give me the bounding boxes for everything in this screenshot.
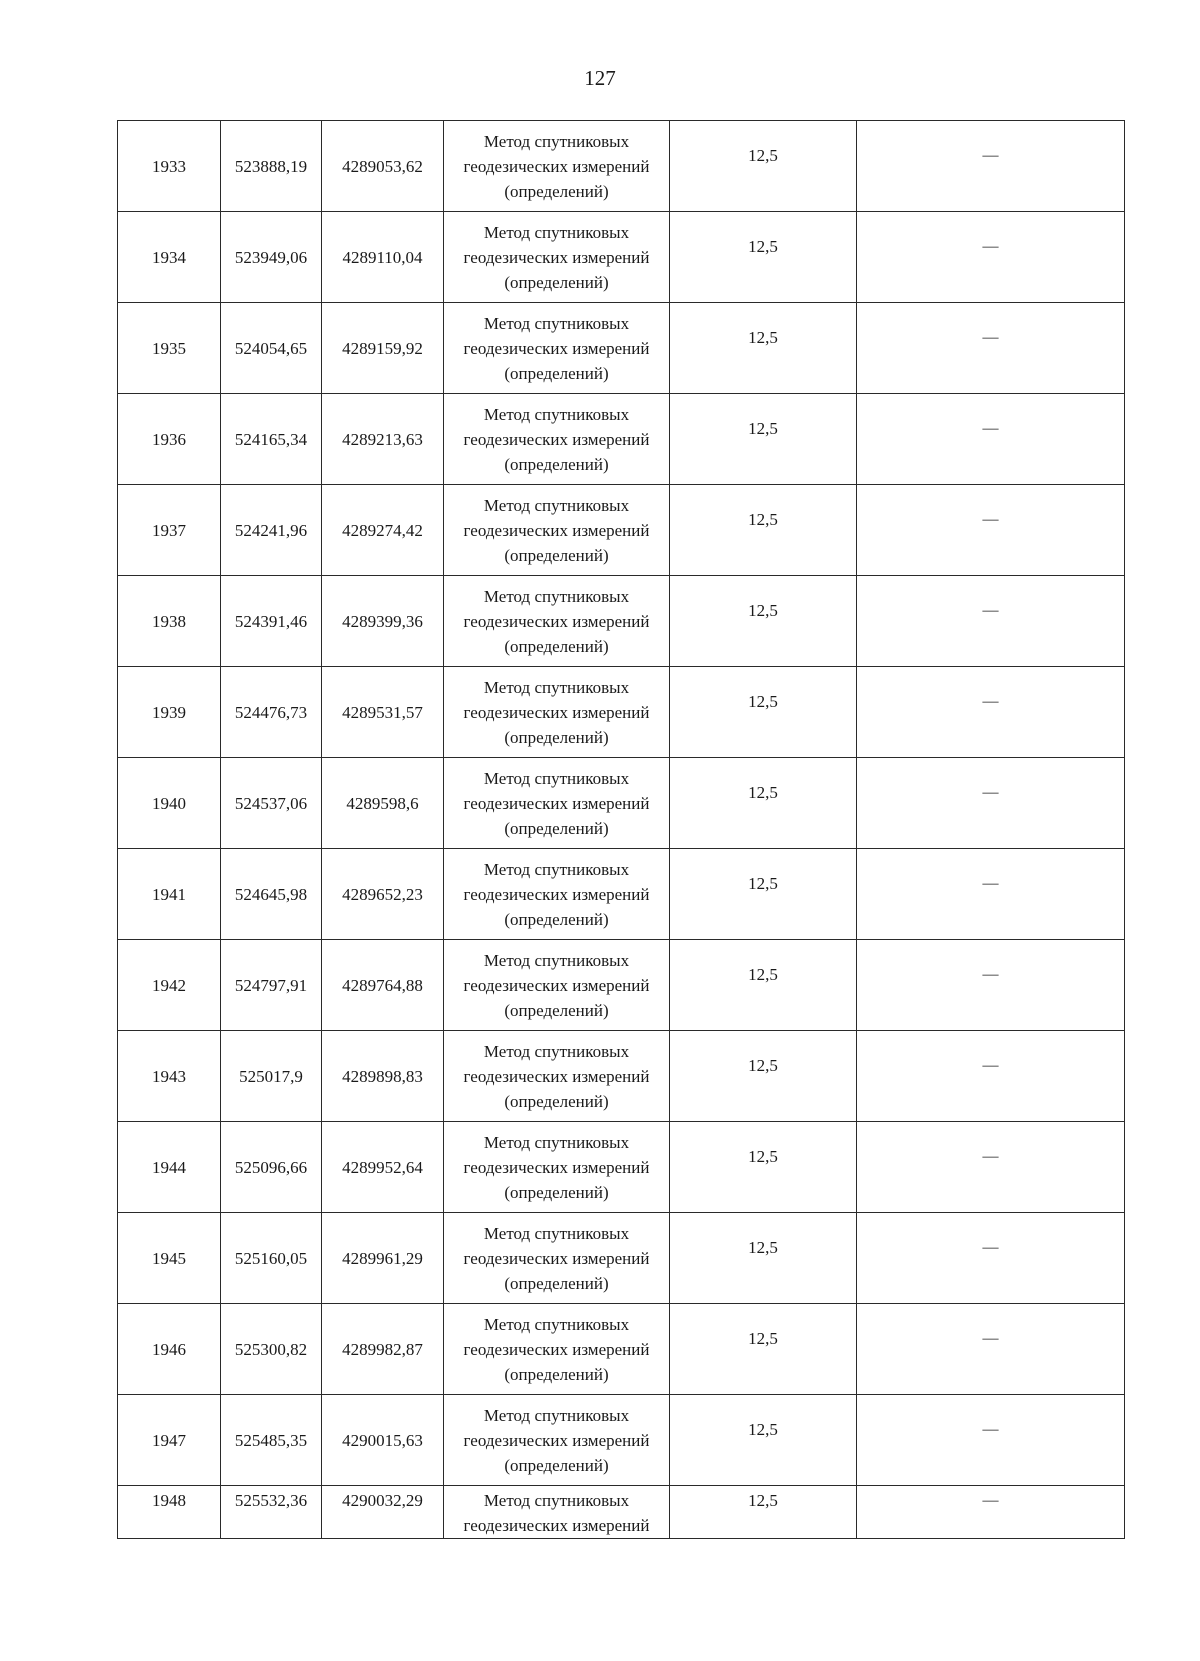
precision-cell: 12,5 [670,121,857,212]
table-row [118,394,1125,485]
method-cell [444,1304,670,1395]
note-cell: — [857,758,1125,849]
method-line: (определений) [504,1455,609,1475]
method-cell [444,1122,670,1213]
table-row [118,1122,1125,1213]
precision-cell: 12,5 [670,303,857,394]
coord-x-cell: 525096,66 [221,1122,322,1213]
coord-y-cell: 4290032,29 [322,1486,444,1539]
method-line: Метод спутниковых [483,1132,630,1152]
point-number-cell: 1947 [118,1395,221,1486]
method-line: Метод спутниковых [483,1405,630,1425]
method-line: Метод спутниковых [483,1223,630,1243]
table-row [118,485,1125,576]
coord-x-cell: 524537,06 [221,758,322,849]
coord-y-cell: 4289982,87 [322,1304,444,1395]
method-line: геодезических измерений [463,1248,650,1268]
note-cell: — [857,667,1125,758]
method-line: (определений) [504,363,609,383]
method-cell [444,1486,670,1539]
method-line: Метод спутниковых [483,131,630,151]
method-line: Метод спутниковых [483,313,630,333]
point-number-cell: 1942 [118,940,221,1031]
method-line: Метод спутниковых [483,222,630,242]
note-cell: — [857,394,1125,485]
point-number-cell: 1936 [118,394,221,485]
method-cell [444,1213,670,1304]
table-row [118,758,1125,849]
coord-y-cell: 4289764,88 [322,940,444,1031]
page-number: 127 [584,66,616,90]
note-cell: — [857,485,1125,576]
method-line: геодезических измерений [463,156,650,176]
precision-cell: 12,5 [670,849,857,940]
method-line: геодезических измерений [463,520,650,540]
method-cell [444,758,670,849]
method-line: геодезических измерений [463,1066,650,1086]
method-cell [444,1031,670,1122]
coord-x-cell: 525017,9 [221,1031,322,1122]
coord-x-cell: 524391,46 [221,576,322,667]
table-row [118,1486,1125,1539]
coord-y-cell: 4289274,42 [322,485,444,576]
point-number-cell: 1943 [118,1031,221,1122]
method-line: (определений) [504,454,609,474]
point-number-cell: 1937 [118,485,221,576]
note-cell: — [857,940,1125,1031]
table-row [118,1395,1125,1486]
precision-cell: 12,5 [670,667,857,758]
method-line: геодезических измерений [463,1339,650,1359]
method-line: геодезических измерений [463,1157,650,1177]
note-cell: — [857,1486,1125,1539]
point-number-cell: 1940 [118,758,221,849]
method-cell [444,667,670,758]
method-line: (определений) [504,636,609,656]
method-line: геодезических измерений [463,793,650,813]
table-row [118,849,1125,940]
method-line: (определений) [504,1273,609,1293]
method-line: геодезических измерений [463,1430,650,1450]
note-cell: — [857,1395,1125,1486]
point-number-cell: 1948 [118,1486,221,1539]
coord-y-cell: 4289213,63 [322,394,444,485]
note-cell: — [857,1304,1125,1395]
method-line: геодезических измерений [463,1516,650,1535]
table-row [118,576,1125,667]
point-number-cell: 1933 [118,121,221,212]
method-line: Метод спутниковых [483,404,630,424]
method-line: геодезических измерений [463,975,650,995]
coord-y-cell: 4289159,92 [322,303,444,394]
coord-x-cell: 524241,96 [221,485,322,576]
table-row [118,667,1125,758]
coord-x-cell: 524165,34 [221,394,322,485]
coord-y-cell: 4289652,23 [322,849,444,940]
method-line: Метод спутниковых [483,586,630,606]
method-line: (определений) [504,272,609,292]
table-row [118,1031,1125,1122]
coord-y-cell: 4289961,29 [322,1213,444,1304]
coord-y-cell: 4289053,62 [322,121,444,212]
method-line: (определений) [504,1364,609,1384]
note-cell: — [857,212,1125,303]
method-line: Метод спутниковых [483,1041,630,1061]
table-row [118,212,1125,303]
coord-y-cell: 4289598,6 [322,758,444,849]
point-number-cell: 1938 [118,576,221,667]
note-cell: — [857,303,1125,394]
precision-cell: 12,5 [670,1486,857,1539]
coord-x-cell: 524054,65 [221,303,322,394]
method-line: (определений) [504,818,609,838]
method-cell [444,121,670,212]
table-row [118,303,1125,394]
method-line: (определений) [504,909,609,929]
point-number-cell: 1939 [118,667,221,758]
method-line: (определений) [504,727,609,747]
method-line: геодезических измерений [463,702,650,722]
method-cell [444,212,670,303]
precision-cell: 12,5 [670,212,857,303]
method-line: (определений) [504,1182,609,1202]
method-line: Метод спутниковых [483,677,630,697]
precision-cell: 12,5 [670,1395,857,1486]
method-line: Метод спутниковых [483,495,630,515]
coord-x-cell: 525485,35 [221,1395,322,1486]
method-line: Метод спутниковых [483,950,630,970]
precision-cell: 12,5 [670,1031,857,1122]
method-cell [444,303,670,394]
method-line: геодезических измерений [463,247,650,267]
coordinates-table-body [118,121,1125,1539]
coord-x-cell: 525300,82 [221,1304,322,1395]
coord-y-cell: 4289898,83 [322,1031,444,1122]
method-line: Метод спутниковых [483,768,630,788]
coord-x-cell: 524645,98 [221,849,322,940]
point-number-cell: 1935 [118,303,221,394]
coord-x-cell: 525160,05 [221,1213,322,1304]
point-number-cell: 1934 [118,212,221,303]
coord-x-cell: 524797,91 [221,940,322,1031]
method-line: геодезических измерений [463,338,650,358]
method-line: Метод спутниковых [483,1491,630,1510]
coord-y-cell: 4289952,64 [322,1122,444,1213]
precision-cell: 12,5 [670,758,857,849]
coord-y-cell: 4289531,57 [322,667,444,758]
precision-cell: 12,5 [670,485,857,576]
method-line: геодезических измерений [463,884,650,904]
point-number-cell: 1946 [118,1304,221,1395]
coord-x-cell: 523949,06 [221,212,322,303]
note-cell: — [857,1031,1125,1122]
point-number-cell: 1944 [118,1122,221,1213]
table-row [118,121,1125,212]
note-cell: — [857,576,1125,667]
method-line: Метод спутниковых [483,1314,630,1334]
precision-cell: 12,5 [670,1304,857,1395]
note-cell: — [857,849,1125,940]
note-cell: — [857,1213,1125,1304]
method-line: (определений) [504,181,609,201]
precision-cell: 12,5 [670,394,857,485]
coordinates-table [117,120,1125,1539]
method-cell [444,485,670,576]
method-line: (определений) [504,1000,609,1020]
coord-y-cell: 4290015,63 [322,1395,444,1486]
coord-y-cell: 4289110,04 [322,212,444,303]
table-row [118,1304,1125,1395]
coord-x-cell: 524476,73 [221,667,322,758]
method-line: геодезических измерений [463,429,650,449]
point-number-cell: 1941 [118,849,221,940]
method-cell [444,849,670,940]
table-row [118,1213,1125,1304]
method-cell [444,576,670,667]
coord-x-cell: 523888,19 [221,121,322,212]
method-cell [444,940,670,1031]
method-line: (определений) [504,1091,609,1111]
coord-y-cell: 4289399,36 [322,576,444,667]
note-cell: — [857,121,1125,212]
precision-cell: 12,5 [670,576,857,667]
method-line: геодезических измерений [463,611,650,631]
note-cell: — [857,1122,1125,1213]
method-line: Метод спутниковых [483,859,630,879]
precision-cell: 12,5 [670,1122,857,1213]
precision-cell: 12,5 [670,1213,857,1304]
method-cell [444,1395,670,1486]
method-line: (определений) [504,545,609,565]
coord-x-cell: 525532,36 [221,1486,322,1539]
method-cell [444,394,670,485]
point-number-cell: 1945 [118,1213,221,1304]
precision-cell: 12,5 [670,940,857,1031]
table-row [118,940,1125,1031]
